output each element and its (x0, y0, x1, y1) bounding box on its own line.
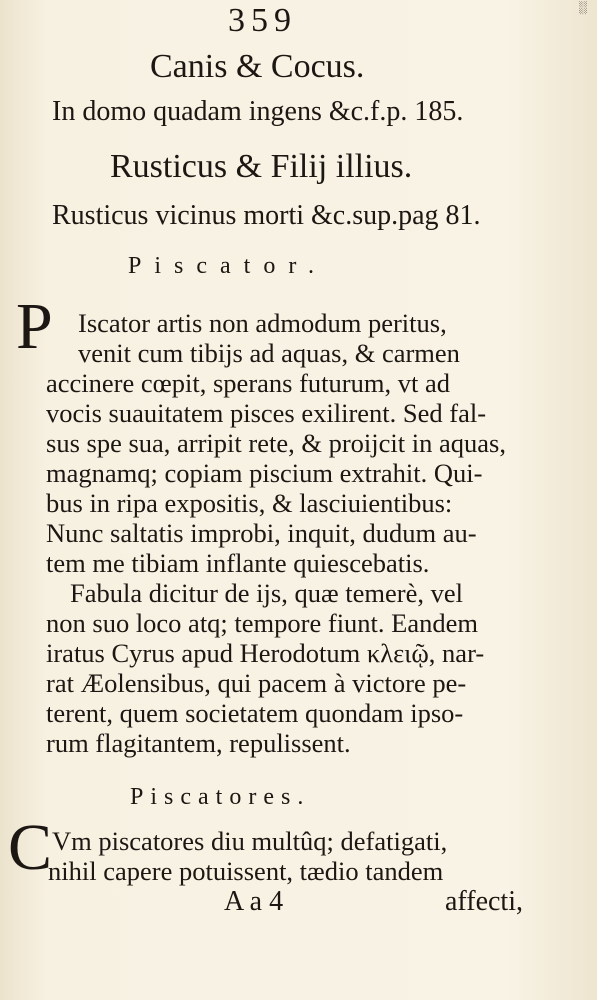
fable-text-line: venit cum tibijs ad aquas, & carmen (78, 338, 460, 368)
drop-cap-c: C (8, 811, 53, 884)
moral-text-line: iratus Cyrus apud Herodotum κλειῷ, nar- (46, 638, 485, 668)
fable-text-line: tem me tibiam inflante quiescebatis. (46, 548, 430, 578)
moral-text-line: non suo loco atq; tempore fiunt. Eandem (46, 608, 478, 638)
cross-reference-2: Rusticus vicinus morti &c.sup.pag 81. (52, 200, 481, 231)
signature-mark: A a 4 (224, 886, 284, 917)
fable-text-line: accinere cœpit, sperans futurum, vt ad (46, 368, 450, 398)
moral-text-line: rat Æolensibus, qui pacem à victore pe- (46, 668, 467, 698)
fable-text-line: magnamq; copiam piscium extrahit. Qui- (46, 458, 483, 488)
fable-title-rusticus: Rusticus & Filij illius. (110, 148, 413, 185)
fable-text-line: bus in ripa expositis, & lasciuientibus: (46, 488, 453, 518)
fable-title-canis-cocus: Canis & Cocus. (150, 48, 365, 85)
fable-text-line: vocis suauitatem pisces exilirent. Sed fal- (46, 398, 487, 428)
section-heading-piscatores: Piscatores. (130, 784, 311, 810)
moral-text-line: Fabula dicitur de ijs, quæ temerè, vel (70, 578, 463, 608)
fable-text-line: Nunc saltatis improbi, inquit, dudum au- (46, 518, 477, 548)
moral-text-line: terent, quem societatem quondam ipso- (46, 698, 464, 728)
section-heading-piscator: Piscator. (128, 253, 327, 279)
fable-text-line: Iscator artis non admodum peritus, (78, 308, 447, 338)
fable-text-line: sus spe sua, arripit rete, & proijcit in aquas, (46, 428, 506, 458)
fable-text-line: Vm piscatores diu multûq; defatigati, (52, 826, 448, 856)
catchword: affecti, (445, 886, 523, 917)
fable-text-line: nihil capere potuissent, tædio tandem (48, 856, 444, 886)
cross-reference-1: In domo quadam ingens &c.f.p. 185. (52, 96, 464, 127)
corner-mark: ░ (578, 0, 587, 14)
page-number: 359 (228, 2, 297, 39)
drop-cap-p: P (16, 290, 53, 363)
moral-text-line: rum flagitantem, repulissent. (46, 728, 351, 758)
